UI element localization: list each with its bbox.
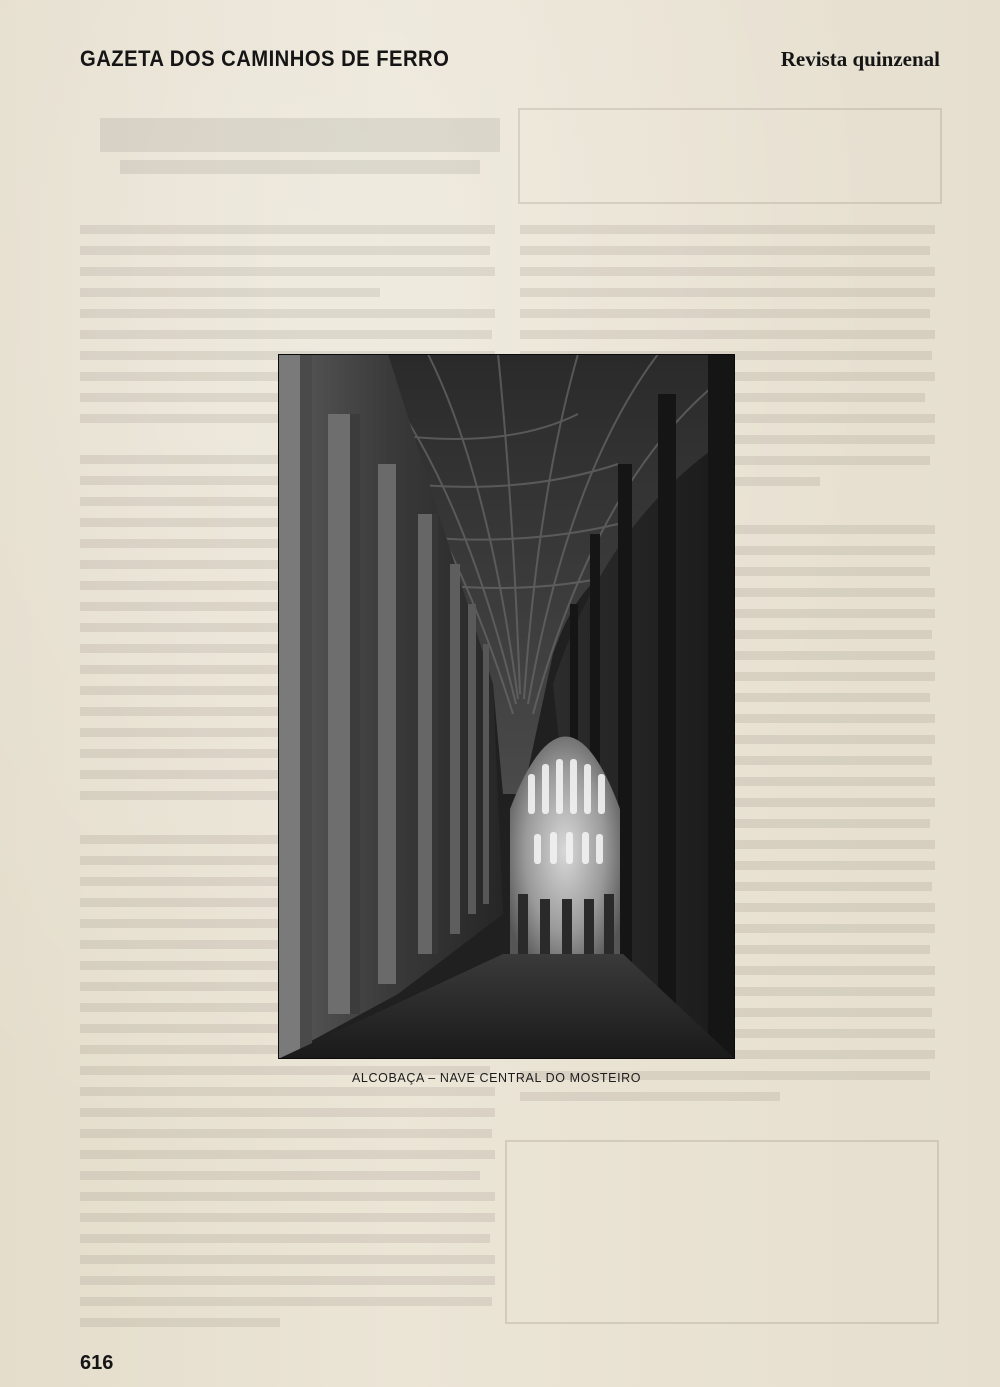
- page-number: 616: [80, 1352, 114, 1374]
- nave-photograph: [278, 354, 735, 1059]
- nave-illustration: [278, 354, 735, 1059]
- bleed-through-heading-left: [80, 108, 500, 188]
- photo-caption: ALCOBAÇA – NAVE CENTRAL DO MOSTEIRO: [352, 1071, 642, 1085]
- bleed-heading-shape: [80, 108, 500, 188]
- bleed-through-box-right: [518, 108, 942, 204]
- magazine-title: GAZETA DOS CAMINHOS DE FERRO: [80, 46, 450, 71]
- bleed-through-box-lower: [505, 1140, 939, 1324]
- magazine-subtitle: Revista quinzenal: [780, 47, 940, 71]
